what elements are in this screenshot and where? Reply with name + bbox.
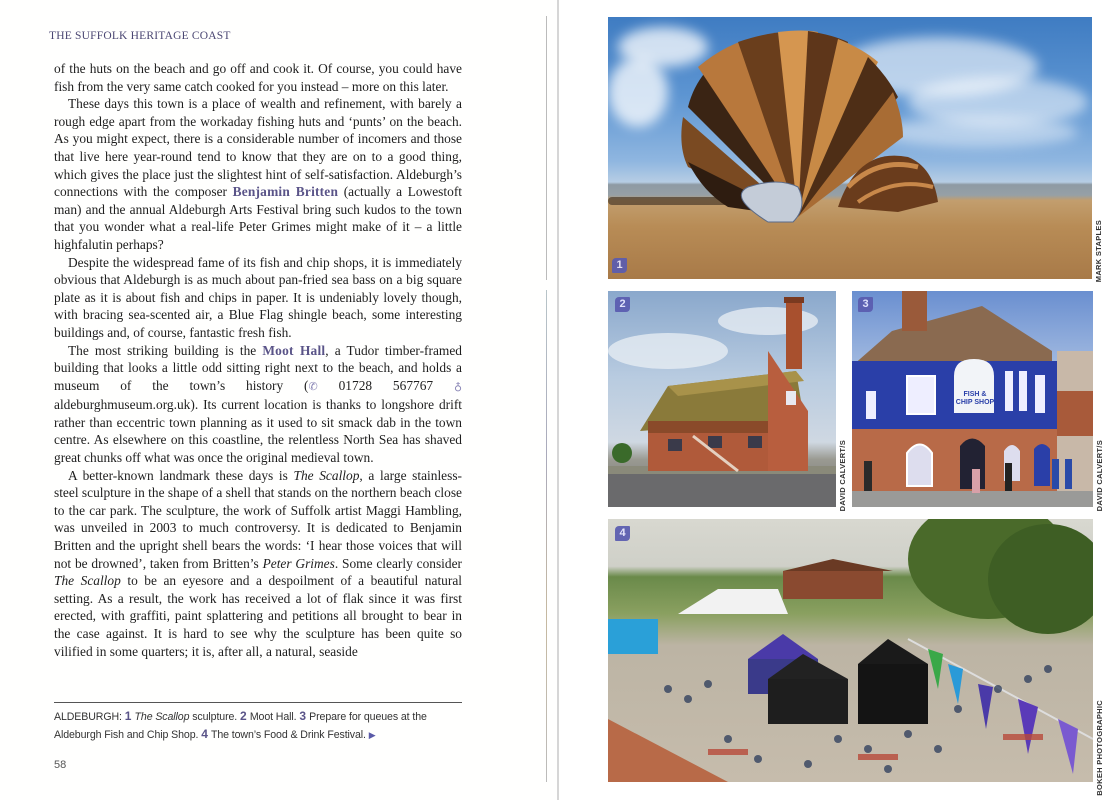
text-run: Despite the widespread fame of its fish and chip shops, it is immediately obvious that Aldeburgh is as much about pan-fried sea bass on a big square plate as it is about fish and chips in paper. It is undeniably lovely though, with bracing sea-scented air, a Blue Flag shingle beach, some interesting buildings and, of course, fantastic fresh fish. (54, 254, 462, 340)
text-run: The most striking building is the (68, 342, 263, 358)
body-paragraph (54, 95, 462, 253)
spine (557, 0, 559, 800)
italic-title: The Scallop (293, 467, 360, 483)
photo-number-badge: 1 (612, 258, 627, 273)
caption-text: Moot Hall. (249, 711, 300, 723)
text-run: . Some clearly consider (334, 555, 462, 571)
caption-text: The town’s Food & Drink Festival. (211, 729, 369, 741)
text-run: These days this town is a place of wealth and refinement, with barely a rough edge apart from the workaday fishing huts and ‘punts’ on the beach. As you might expect, there is a considerable number of incomers and those that live here year-round tend to know that they are on to a good thing, which gives the place just the slightest hint of self-satisfaction. Aldeburgh’s connections with the composer (54, 96, 462, 200)
caption-number: 4 (201, 727, 211, 741)
caption-number: 1 (124, 709, 135, 723)
text-run: of the huts on the beach and go off and cook it. Of course, you could have fish from the very same catch cooked for you instead – more on this later. (54, 61, 462, 94)
text-run: aldeburghmuseum.org.uk). Its current location is thanks to longshore drift rather than eccentric town planning as it used to sit smack dab in the town centre. As elsewhere on this coastline, the relentless North Sea has shaved great chunks off what was once the original medieval town. (54, 397, 462, 466)
moot-hall-building-icon (608, 291, 836, 507)
photo-credit: DAVID CALVERT/S (838, 440, 847, 512)
photo-food-drink-festival (608, 519, 1093, 782)
caption-number: 2 (240, 709, 250, 723)
running-head: THE SUFFOLK HERITAGE COAST (49, 30, 231, 42)
italic-title: Peter Grimes (262, 555, 335, 571)
photo-number-badge: 2 (615, 297, 630, 312)
italic-title: The Scallop (54, 573, 121, 589)
body-paragraph (54, 254, 462, 342)
caption-italic: The Scallop (134, 711, 193, 723)
photo-fish-chip-shop (852, 291, 1093, 507)
body-text (54, 60, 462, 660)
text-run: to be an eyesore and a despoilment of a beautiful natural setting. As a result, the work has received a lot of flak since it was first erected, with graffiti, paint splattering and petitions all brought to bear in the case against. It is hard to see why the sculpture has been quite so vilified in some quarters; it is, after all, a natural, seaside (54, 573, 462, 659)
highlighted-term: Moot Hall (262, 342, 326, 358)
caption-text: Prepare for queues at the Aldeburgh Fish and Chip Shop. (54, 711, 427, 741)
caption-number: 3 (299, 709, 310, 723)
gutter-edge (546, 290, 547, 782)
photo-credit: DAVID CALVERT/S (1095, 440, 1104, 512)
shop-sign: FISH & CHIP SHOP (955, 391, 995, 406)
page-number: 58 (54, 759, 67, 771)
photo-moot-hall (608, 291, 836, 507)
photo-caption (54, 708, 464, 744)
gutter-edge (546, 16, 547, 280)
text-run: A better-known landmark these days is (68, 467, 294, 483)
photo-scallop (608, 17, 1092, 279)
text-run: , a large stainless-steel sculpture in the shape of a shell that stands on the northern beach close to the car park. The sculpture, the work of Suffolk artist Maggi Hambling, was unveiled in 2003 to much controversy. It is dedicated to Benjamin Britten and the upright shell bears the words: ‘I hear those voices that will not be drowned’, taken from Britten’s (54, 467, 462, 571)
text-run: 01728 567767 (317, 377, 454, 393)
caption-text: sculpture. (192, 711, 240, 723)
text-run: , a Tudor timber-framed building that looks a little odd sitting right next to the beach, and holds a museum of the town’s history ( (54, 342, 462, 393)
photo-number-badge: 4 (615, 526, 630, 541)
photo-credit: MARK STAPLES (1094, 220, 1103, 283)
text-run: (actually a Lowestoft man) and the annual Aldeburgh Arts Festival bring such kudos to the town that you wonder what a real-life Peter Grimes might make of it – a little highfalutin perhaps? (54, 184, 462, 252)
web-icon: ♁ (453, 380, 462, 393)
continue-arrow-icon: ▶ (368, 730, 376, 740)
phone-icon: ✆ (308, 380, 318, 393)
caption-divider (54, 702, 462, 703)
photo-credit: BOKEH PHOTOGRAPHIC (1095, 700, 1104, 796)
highlighted-term: Benjamin Britten (232, 184, 339, 200)
festival-crowd-icon (608, 519, 1093, 782)
scallop-sculpture-icon (608, 17, 1092, 279)
caption-place: ALDEBURGH: (54, 711, 125, 723)
body-paragraph (54, 467, 462, 661)
photo-number-badge: 3 (858, 297, 873, 312)
body-paragraph (54, 60, 462, 95)
body-paragraph (54, 342, 462, 467)
